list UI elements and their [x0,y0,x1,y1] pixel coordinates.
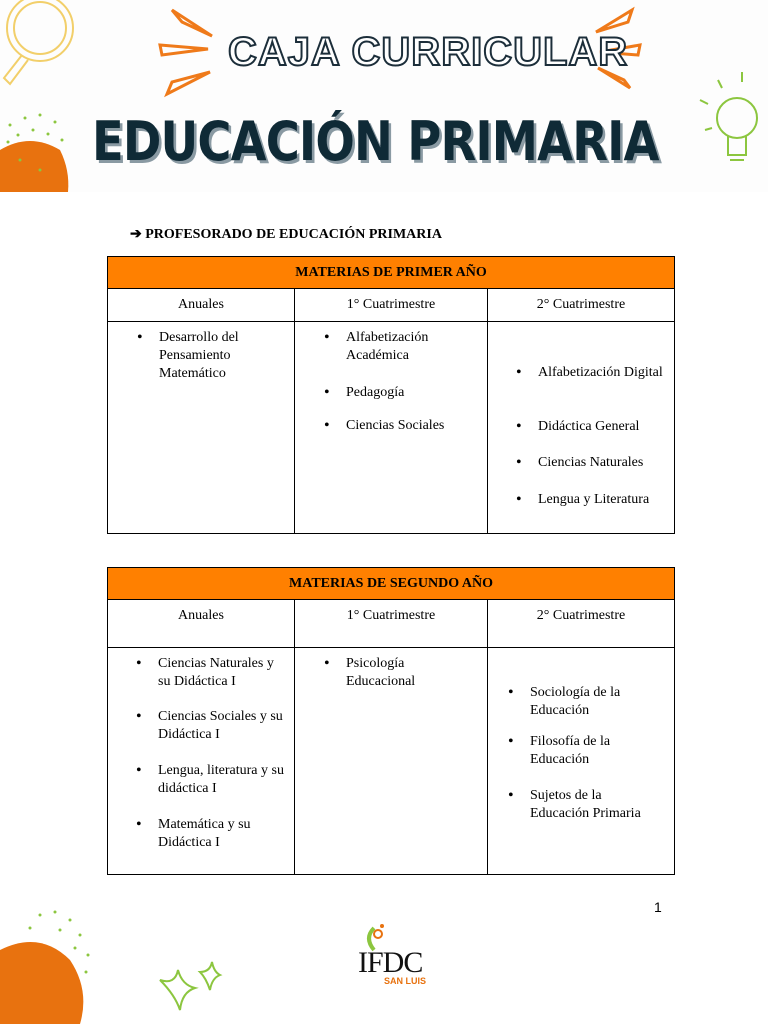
lightbulb-icon [700,72,757,160]
col-header-cuat1: 1° Cuatrimestre [294,599,488,648]
list-item: • Pedagogía [346,384,466,402]
col-header-cuat1: 1° Cuatrimestre [294,288,488,322]
list-item: • Lengua y Literatura [538,491,670,509]
orange-blob [0,141,68,192]
list-item: • Matemática y su Didáctica I [158,816,268,852]
footer-decorations [0,900,240,1024]
list-item: • Ciencias Naturales y su Didáctica I [158,655,288,691]
orange-blob [0,942,83,1024]
logo-name: IFDC [358,946,423,979]
list-item: • Lengua, literatura y su didáctica I [158,762,288,798]
col-header-cuat2: 2° Cuatrimestre [487,288,675,322]
list-item: • Alfabetización Académica [346,329,466,365]
arrow-right-icon: ➔ [130,227,146,242]
list-item: • Sociología de la Educación [530,684,652,720]
banner-subtitle: EDUCACIÓN PRIMARIA [92,110,659,173]
list-item: • Ciencias Sociales [346,417,466,435]
list-item: • Filosofía de la Educación [530,733,652,769]
list-item: • Ciencias Sociales y su Didáctica I [158,708,288,744]
logo-location: SAN LUIS [384,976,427,986]
sparkle-icon [160,962,220,1010]
col-header-cuat2: 2° Cuatrimestre [487,599,675,648]
page-number: 1 [654,899,662,915]
col-header-anuales: Anuales [107,599,295,648]
list-item: • Sujetos de la Educación Primaria [530,787,655,823]
header-banner [0,0,768,192]
section-title [130,226,442,243]
col-header-anuales: Anuales [107,288,295,322]
burst-left-icon [160,10,212,94]
section-title-text: PROFESORADO DE EDUCACIÓN PRIMARIA [145,227,442,242]
list-item: • Ciencias Naturales [538,454,666,472]
table-title: MATERIAS DE PRIMER AÑO [107,256,675,289]
magnifier-icon [4,0,73,84]
list-item: • Desarrollo del Pensamiento Matemático [159,329,269,383]
table-title: MATERIAS DE SEGUNDO AÑO [107,567,675,600]
list-item: • Didáctica General [538,418,666,436]
list-item: • Alfabetización Digital [538,364,666,382]
banner-title: CAJA CURRICULAR [228,30,629,74]
list-item: • Psicología Educacional [346,655,446,691]
ifdc-logo [352,918,432,998]
